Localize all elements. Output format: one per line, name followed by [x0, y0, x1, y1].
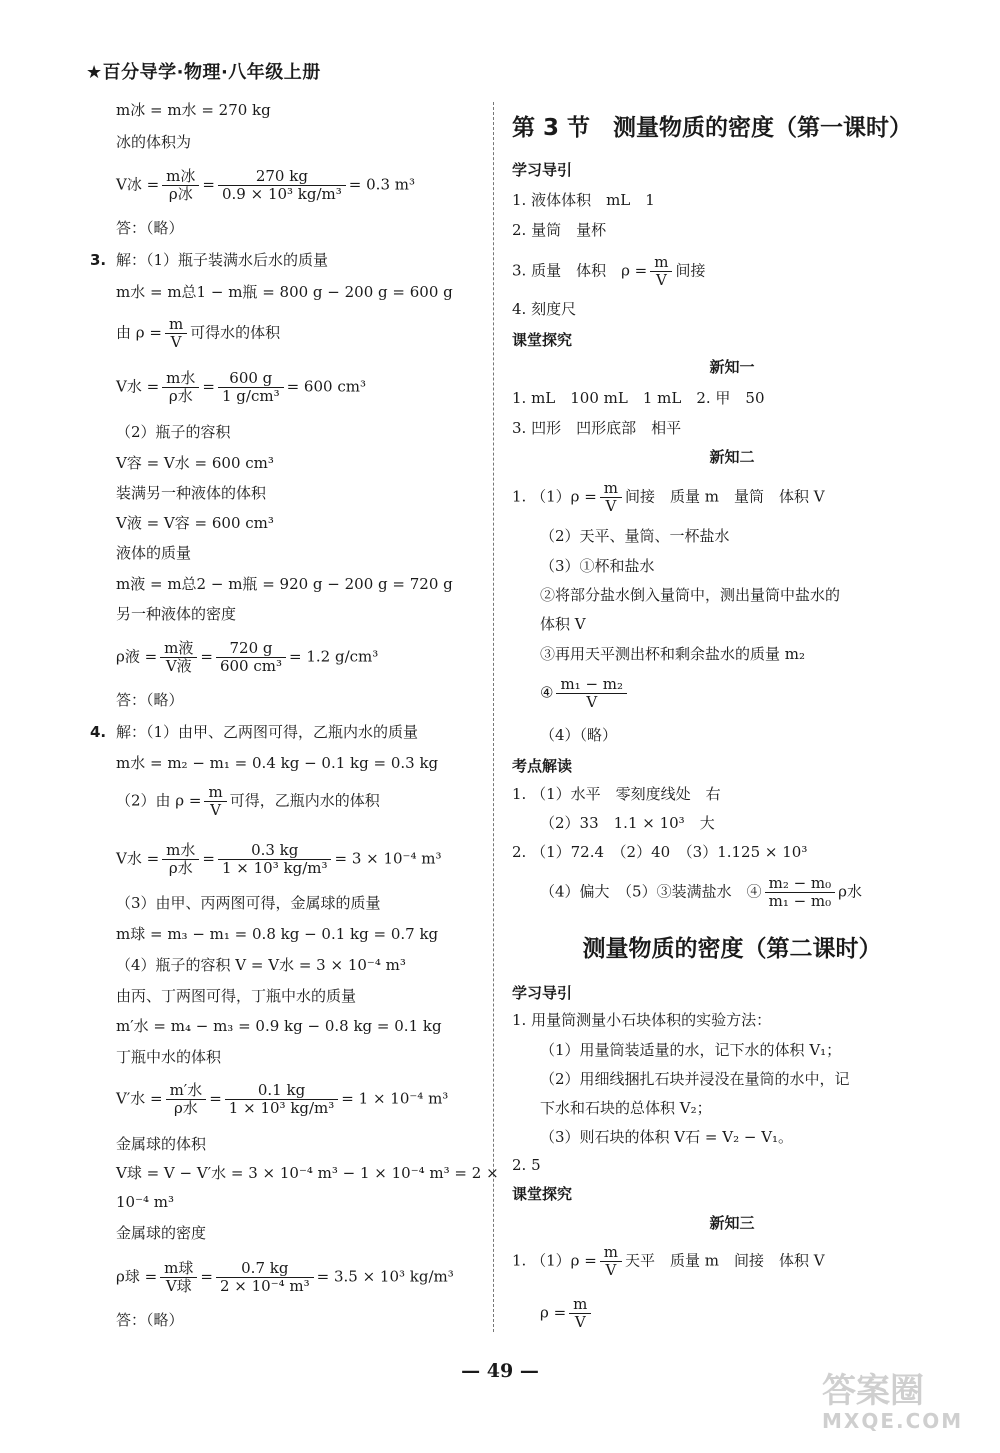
page-number: — 49 —: [461, 1360, 539, 1382]
column-divider: [493, 102, 494, 1332]
answer-line: 2. 量筒 量杯: [512, 221, 607, 239]
answer-line: （2）33 1.1 × 10³ 大: [540, 814, 715, 832]
answer-line: （2）天平、量筒、一杯盐水: [540, 527, 730, 545]
text-line: 由丙、丁两图可得，丁瓶中水的质量: [116, 987, 357, 1005]
answer-line: ②将部分盐水倒入量筒中，测出量筒中盐水的: [540, 586, 841, 604]
text-line: m水 = m₂ − m₁ = 0.4 kg − 0.1 kg = 0.3 kg: [116, 754, 439, 772]
answer-formula: （4）偏大 （5）③装满盐水 ④ $\frac{\text{m₂ − m₀}}{\text{m₁ − m₀}}$ ρ水: [540, 874, 862, 910]
answer-line: 3. 凹形 凹形底部 相平: [512, 419, 682, 437]
text-line: m球 = m₃ − m₁ = 0.8 kg − 0.1 kg = 0.7 kg: [116, 925, 439, 943]
text-line: 10⁻⁴ m³: [116, 1193, 175, 1211]
text-line: 装满另一种液体的体积: [116, 484, 267, 502]
answer-line: ③再用天平测出杯和剩余盐水的质量 m₂: [540, 645, 806, 663]
section-title: 测量物质的密度（第二课时）: [582, 936, 882, 962]
answer-line: 下水和石块的总体积 V₂；: [540, 1099, 712, 1117]
section-title: 第 3 节 测量物质的密度（第一课时）: [512, 115, 913, 141]
answer-formula: ρ = $\frac{m}{V}$: [540, 1296, 594, 1331]
text-line: （4）瓶子的容积 V = V水 = 3 × 10⁻⁴ m³: [116, 956, 406, 974]
answer-line: （1）用量筒装适量的水，记下水的体积 V₁；: [540, 1041, 842, 1059]
text-line: 冰的体积为: [116, 133, 192, 151]
text-line: m冰 = m水 = 270 kg: [116, 101, 271, 119]
text-line: 答：（略）: [116, 691, 184, 709]
answer-line: 4. 刻度尺: [512, 300, 577, 318]
answer-formula: 3. 质量 体积 ρ = $\frac{m}{V}$ 间接: [512, 253, 706, 289]
answer-line: （3）则石块的体积 V石 = V₂ − V₁。: [540, 1128, 794, 1146]
answer-line: 1. 液体体积 mL 1: [512, 191, 655, 209]
watermark-bottom: MXQE.COM: [822, 1409, 964, 1433]
answer-formula: ④ $\frac{\text{m₁ − m₂}}{V}$: [540, 676, 630, 711]
text-line: （3）由甲、丙两图可得，金属球的质量: [116, 894, 381, 912]
text-line: 另一种液体的密度: [116, 605, 237, 623]
section-heading: 课堂探究: [512, 1185, 573, 1203]
subsection-heading: 新知三: [709, 1214, 755, 1232]
formula-line: （2）由 ρ = $\frac{m}{V}$ 可得，乙瓶内水的体积: [116, 783, 380, 819]
text-line: m′水 = m₄ − m₃ = 0.9 kg − 0.8 kg = 0.1 kg: [116, 1017, 442, 1035]
text-line: V球 = V − V′水 = 3 × 10⁻⁴ m³ − 1 × 10⁻⁴ m³ = 2 ×: [116, 1164, 499, 1182]
formula-line: 由 ρ = $\frac{m}{V}$ 可得水的体积: [116, 315, 281, 351]
answer-line: 1. （1）水平 零刻度线处 右: [512, 785, 721, 803]
text-line: 金属球的体积: [116, 1135, 207, 1153]
text-line: 答：（略）: [116, 219, 184, 237]
answer-line: 2. 5: [512, 1156, 541, 1174]
text-line: 解：（1）由甲、乙两图可得，乙瓶内水的质量: [116, 723, 419, 741]
formula-d-water-volume: V′水 = $\frac{\text{m′水}}{\text{ρ水}}$ = $\frac{0.1 kg}{\text{1 × 10³ kg/m³}}$ = 1 × 10⁻⁴ m³: [116, 1081, 449, 1117]
answer-line: （3）①杯和盐水: [540, 557, 655, 575]
answer-line: （4）（略）: [540, 726, 618, 744]
answer-formula: 1. （1）ρ = $\frac{m}{V}$ 天平 质量 m 间接 体积 V: [512, 1243, 825, 1279]
formula-ice-volume: V冰 = $\frac{\text{m冰}}{\text{ρ冰}}$ = $\frac{270 kg}{\text{0.9 × 10³ kg/m³}}$ = 0.3 m³: [116, 167, 415, 203]
subsection-heading: 新知二: [709, 448, 755, 466]
text-line: m水 = m总1 − m瓶 = 800 g − 200 g = 600 g: [116, 283, 453, 301]
question-number: 3.: [90, 251, 107, 269]
page-header: ★百分导学·物理·八年级上册: [86, 62, 321, 83]
section-heading: 学习导引: [512, 161, 573, 179]
watermark-top: 答案圈: [822, 1371, 924, 1411]
text-line: V容 = V水 = 600 cm³: [116, 454, 274, 472]
watermark-logo: [822, 1372, 982, 1436]
section-heading: 学习导引: [512, 984, 573, 1002]
answer-line: 2. （1）72.4 （2）40 （3）1.125 × 10³: [512, 843, 808, 861]
text-line: m液 = m总2 − m瓶 = 920 g − 200 g = 720 g: [116, 575, 453, 593]
text-line: 解：（1）瓶子装满水后水的质量: [116, 251, 329, 269]
section-heading: 课堂探究: [512, 331, 573, 349]
formula-water-volume: V水 = $\frac{\text{m水}}{\text{ρ水}}$ = $\frac{600 g}{\text{1 g/cm³}}$ = 600 cm³: [116, 369, 366, 405]
section-heading: 考点解读: [512, 757, 573, 775]
answer-line: （2）用细线捆扎石块并浸没在量筒的水中，记: [540, 1070, 850, 1088]
text-line: V液 = V容 = 600 cm³: [116, 514, 274, 532]
answer-line: 1. 用量筒测量小石块体积的实验方法：: [512, 1011, 772, 1029]
subsection-heading: 新知一: [709, 358, 755, 376]
question-number: 4.: [90, 723, 107, 741]
answer-formula: 1. （1）ρ = $\frac{m}{V}$ 间接 质量 m 量筒 体积 V: [512, 479, 825, 515]
answer-line: 1. mL 100 mL 1 mL 2. 甲 50: [512, 389, 765, 407]
answer-line: 体积 V: [540, 615, 586, 633]
formula-ball-density: ρ球 = $\frac{\text{m球}}{\text{V球}}$ = $\frac{0.7 kg}{\text{2 × 10⁻⁴ m³}}$ = 3.5 × 10³ kg/m³: [116, 1259, 454, 1295]
formula-water-volume-b: V水 = $\frac{\text{m水}}{\text{ρ水}}$ = $\frac{0.3 kg}{\text{1 × 10³ kg/m³}}$ = 3 × 10⁻⁴ m³: [116, 841, 442, 877]
text-line: 金属球的密度: [116, 1224, 207, 1242]
formula-liquid-density: ρ液 = $\frac{\text{m液}}{\text{V液}}$ = $\frac{720 g}{\text{600 cm³}}$ = 1.2 g/cm³: [116, 639, 379, 675]
text-line: 丁瓶中水的体积: [116, 1048, 222, 1066]
text-line: 答：（略）: [116, 1311, 184, 1329]
text-line: 液体的质量: [116, 544, 192, 562]
text-line: （2）瓶子的容积: [116, 423, 231, 441]
